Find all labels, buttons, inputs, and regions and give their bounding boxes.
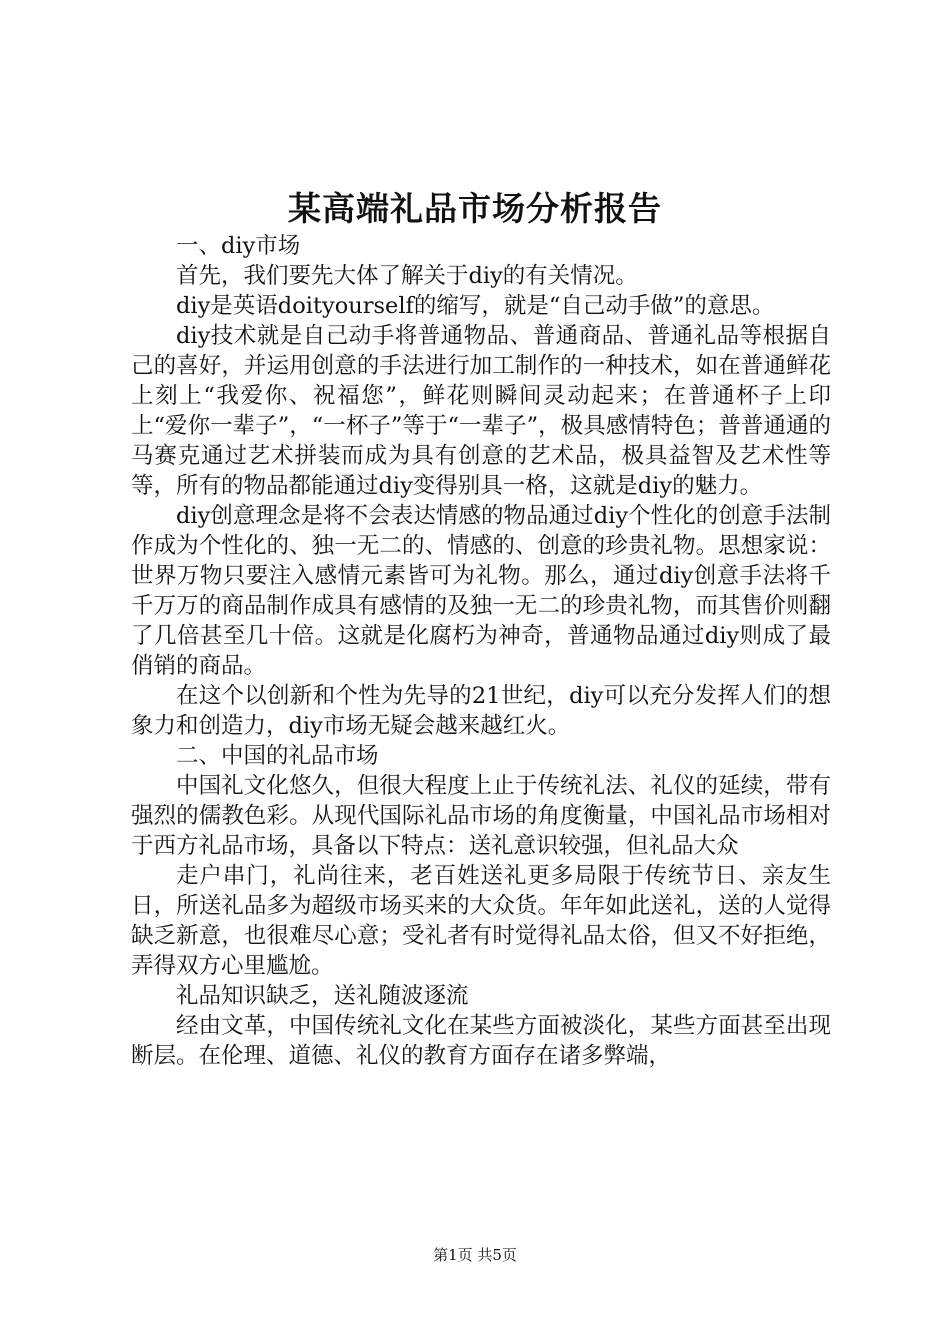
paragraph-diy-concept: diy创意理念是将不会表达情感的物品通过diy个性化的创意手法制作成为个性化的、独一无二的、情感的、创意的珍贵礼物。思想家说：世界万物只要注入感情元素皆可为礼物。那么，通过diy创意手法将千千万万的商品制作成具有感情的及独一无二的珍贵礼物，而其售价则翻了几倍甚至几十倍。这就是化腐朽为神奇，普通物品通过diy则成了最俏销的商品。 [131,503,831,679]
document-body [131,231,831,1071]
page-footer: 第1页 共5页 [433,1246,517,1264]
paragraph-diy-definition: diy是英语doityourself的缩写，就是“自己动手做”的意思。 [176,293,775,319]
paragraph-diy-technique: diy技术就是自己动手将普通物品、普通商品、普通礼品等根据自己的喜好，并运用创意的手法进行加工制作的一种技术，如在普通鲜花上刻上“我爱你、祝福您”，鲜花则瞬间灵动起来；在普通杯子上印上“爱你一辈子”，“一杯子”等于“一辈子”，极具感情特色；普普通通的马赛克通过艺术拼装而成为具有创意的艺术品，极具益智及艺术性等等，所有的物品都能通过diy变得别具一格，这就是diy的魅力。 [131,323,831,499]
paragraph-gift-knowledge-heading: 礼品知识缺乏，送礼随波逐流 [176,983,469,1009]
section-heading-china-gift-market: 二、中国的礼品市场 [176,743,379,769]
paragraph-intro: 首先，我们要先大体了解关于diy的有关情况。 [176,263,638,289]
paragraph-diy-future: 在这个以创新和个性为先导的21世纪，diy可以充分发挥人们的想象力和创造力，diy市场无疑会越来越红火。 [131,683,831,739]
document-title: 某高端礼品市场分析报告 [288,189,662,228]
paragraph-visiting-gifts: 走户串门，礼尚往来，老百姓送礼更多局限于传统节日、亲友生日，所送礼品多为超级市场买来的大众货。年年如此送礼，送的人觉得缺乏新意，也很难尽心意；受礼者有时觉得礼品太俗，但又不好拒绝，弄得双方心里尴尬。 [131,863,831,979]
section-heading-diy-market: 一、diy市场 [176,233,301,259]
paragraph-china-gift-culture: 中国礼文化悠久，但很大程度上止于传统礼法、礼仪的延续，带有强烈的儒教色彩。从现代国际礼品市场的角度衡量，中国礼品市场相对于西方礼品市场，具备以下特点：送礼意识较强，但礼品大众 [131,773,831,859]
paragraph-cultural-revolution: 经由文革，中国传统礼文化在某些方面被淡化，某些方面甚至出现断层。在伦理、道德、礼仪的教育方面存在诸多弊端， [131,1013,831,1069]
